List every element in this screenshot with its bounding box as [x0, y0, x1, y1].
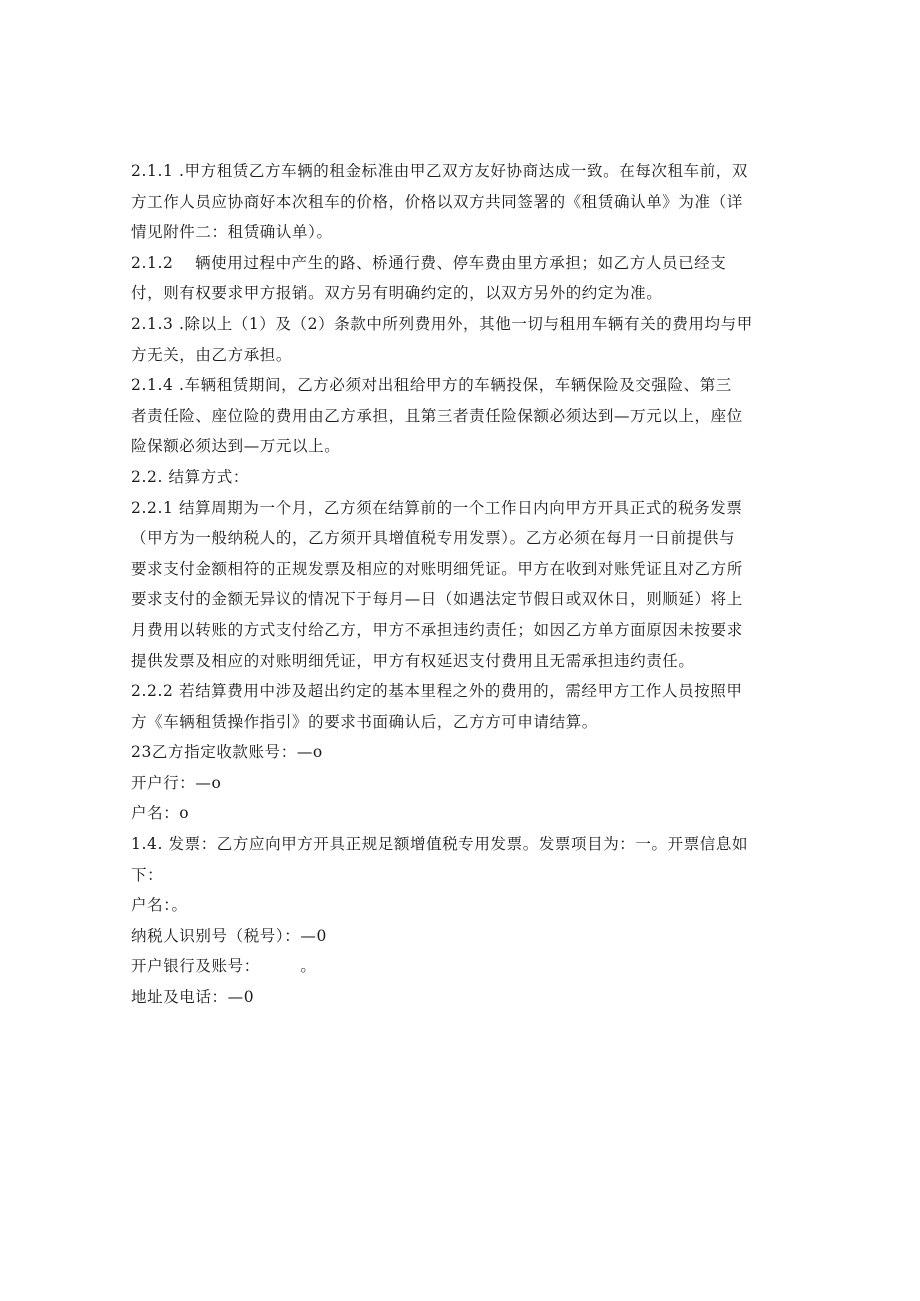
clause-2-1-1-line-2: 方工作人员应协商好本次租车的价格，价格以双方共同签署的《租赁确认单》为准（详: [131, 192, 743, 211]
section-2-2-heading: 2.2. 结算方式：: [131, 467, 250, 486]
invoice-name-line: 户名：。: [131, 896, 188, 915]
clause-2-2-1-line-5: 月费用以转账的方式支付给乙方，甲方不承担违约责任；如因乙方单方面原因未按要求: [131, 620, 743, 639]
clause-2-2-1-line-3: 要求支付金额相符的正规发票及相应的对账明细凭证。甲方在收到对账凭证且对乙方所: [131, 559, 743, 578]
clause-2-1-1-line-1: 2.1.1 .甲方租赁乙方车辆的租金标准由甲乙双方友好协商达成一致。在每次租车前，双: [131, 162, 748, 180]
clause-2-2-1-line-2: （甲方为一般纳税人的，乙方须开具增值税专用发票）。乙方必须在每月一日前提供与: [131, 529, 736, 548]
document-body: [131, 156, 791, 1013]
clause-2-1-4-line-3: 险保额必须达到—万元以上。: [131, 437, 341, 456]
clause-2-1-2-line-2: 付，则有权要求甲方报销。双方另有明确约定的，以双方另外的约定为准。: [131, 284, 663, 303]
invoice-clause-line-2: 下：: [131, 865, 164, 884]
address-phone-line: 地址及电话：—0: [131, 988, 255, 1007]
clause-2-1-1-line-3: 情见附件二：租赁确认单）。: [131, 223, 333, 242]
clause-2-1-2-line-1: 2.1.2 辆使用过程中产生的路、桥通行费、停车费由里方承担；如乙方人员已经支: [131, 253, 727, 272]
clause-2-1-4-line-2: 者责任险、座位险的费用由乙方承担，且第三者责任险保额必须达到—万元以上，座位: [131, 406, 743, 425]
clause-2-1-4-line-1: 2.1.4 .车辆租赁期间，乙方必须对出租给甲方的车辆投保，车辆保险及交强险、第三: [131, 376, 732, 395]
clause-2-2-1-line-6: 提供发票及相应的对账明细凭证，甲方有权延迟支付费用且无需承担违约责任。: [131, 651, 695, 670]
clause-2-1-3-line-1: 2.1.3 .除以上（1）及（2）条款中所列费用外，其他一切与租用车辆有关的费用均与甲: [131, 314, 753, 333]
clause-2-1-3-line-2: 方无关，由乙方承担。: [131, 345, 293, 364]
invoice-bank-account-line: 开户银行及账号： 。: [131, 957, 317, 976]
account-number-line: 23乙方指定收款账号：—o: [131, 743, 323, 762]
bank-line: 开户行：—o: [131, 773, 222, 792]
taxpayer-id-line: 纳税人识别号（税号）：—0: [131, 926, 327, 945]
clause-2-2-2-line-2: 方《车辆租赁操作指引》的要求书面确认后，乙方方可申请结算。: [131, 712, 598, 731]
invoice-clause-line-1: 1.4. 发票：乙方应向甲方开具正规足额增值税专用发票。发票项目为：一。开票信息如: [131, 835, 749, 854]
clause-2-2-1-line-1: 2.2.1 结算周期为一个月，乙方须在结算前的一个工作日内向甲方开具正式的税务发票: [131, 498, 743, 517]
clause-2-2-1-line-4: 要求支付的金额无异议的情况下于每月—日（如遇法定节假日或双休日，则顺延）将上: [131, 590, 743, 609]
clause-2-2-2-line-1: 2.2.2 若结算费用中涉及超出约定的基本里程之外的费用的，需经甲方工作人员按照甲: [131, 682, 743, 701]
account-name-line: 户名：o: [131, 804, 190, 823]
